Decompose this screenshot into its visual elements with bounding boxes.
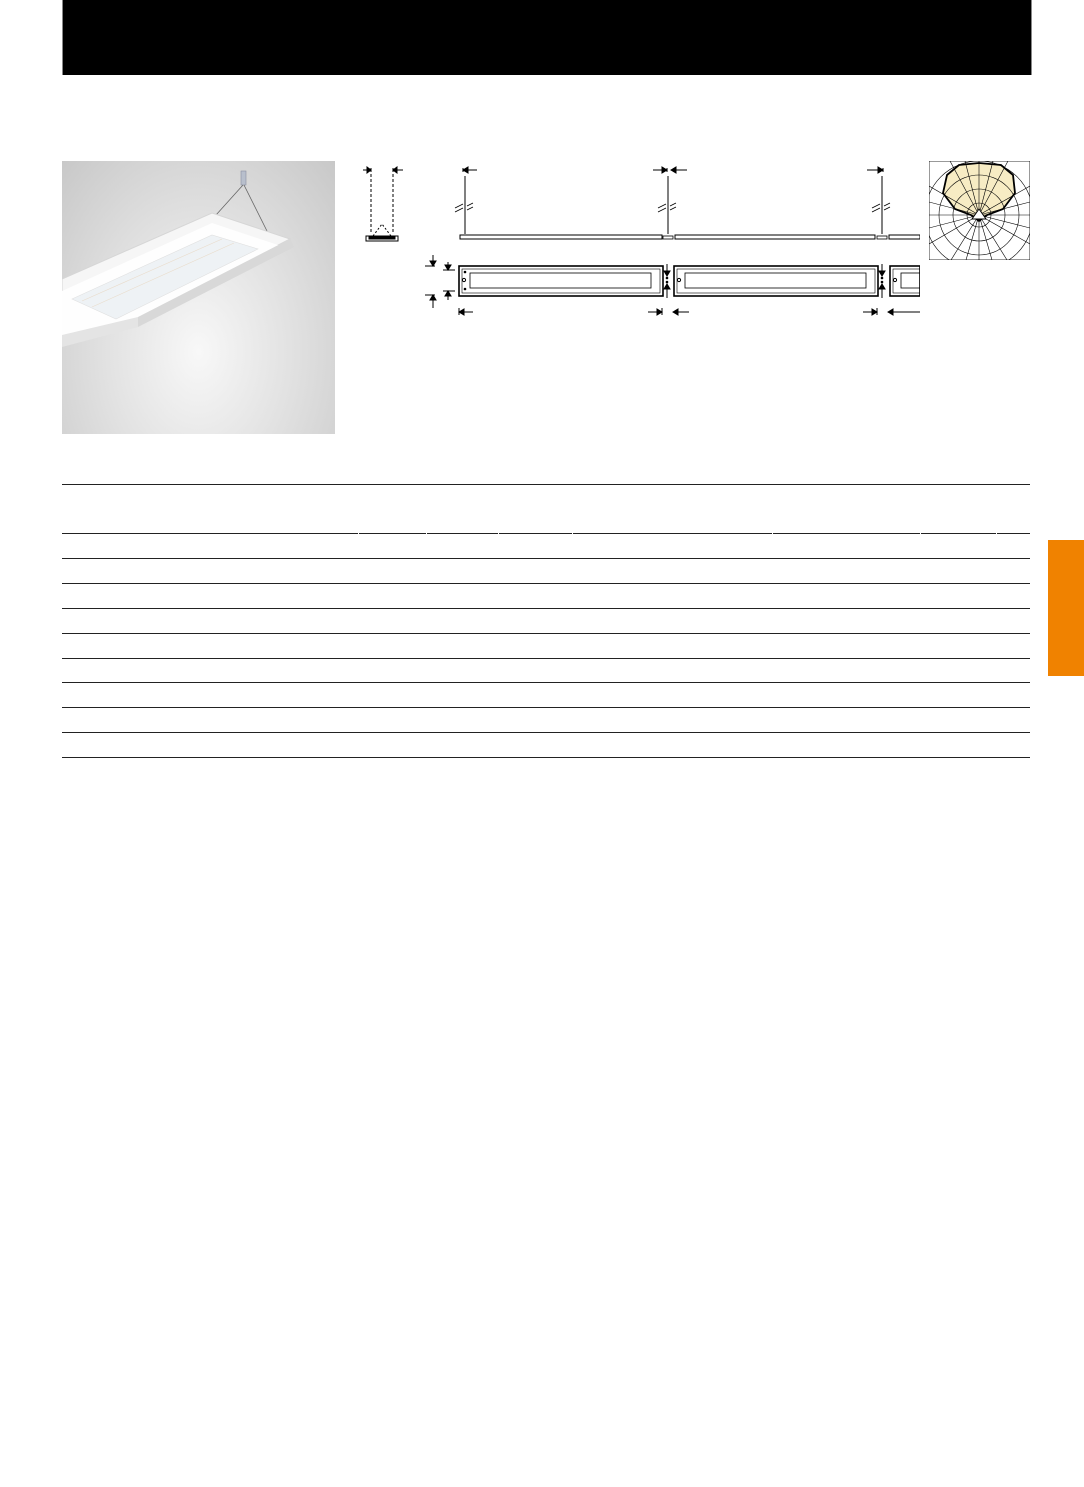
table-row [62, 583, 1030, 584]
table-row [62, 757, 1030, 758]
table-row [62, 682, 1030, 683]
pendant-luminaire-photo-icon [62, 161, 335, 434]
section-tab [1048, 540, 1084, 676]
polar-light-distribution-icon [929, 161, 1030, 260]
column-separator [426, 532, 427, 536]
product-image [62, 161, 335, 434]
header-bar [62, 0, 1032, 75]
table-top-rule [62, 484, 1030, 485]
table-row [62, 707, 1030, 708]
table-row [62, 732, 1030, 733]
table-row [62, 633, 1030, 634]
table-row [62, 658, 1030, 659]
column-separator [498, 532, 499, 536]
table-header-rule [62, 533, 1030, 534]
column-separator [772, 532, 773, 536]
polar-light-distribution [929, 161, 1030, 260]
spec-table [62, 484, 1030, 758]
column-separator [920, 532, 921, 536]
column-separator [572, 532, 573, 536]
dimension-drawing-icon [355, 158, 920, 323]
table-row [62, 608, 1030, 609]
table-row [62, 558, 1030, 559]
dimension-drawing [355, 158, 920, 323]
column-separator [358, 532, 359, 536]
column-separator [996, 532, 997, 536]
